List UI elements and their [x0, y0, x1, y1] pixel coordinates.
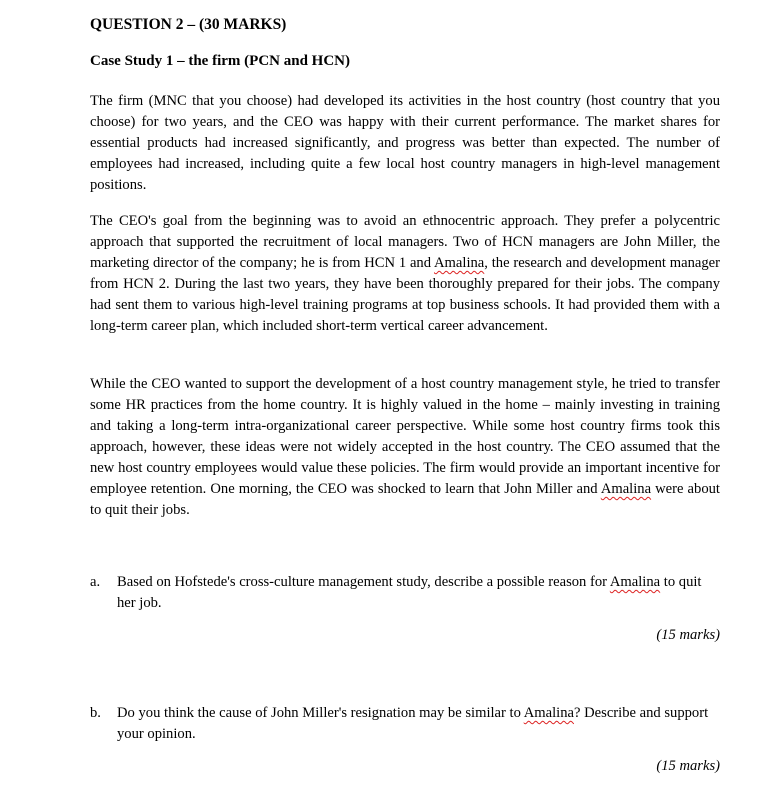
spellcheck-word: Amalina	[434, 255, 485, 271]
paragraph-2-text-b: , the research and development manager from HCN 2. During the last two years, they have been thoroughly prepared for their jobs. The company had sent them to various high-level training programs at top business schools. It had provided them with a long-term career plan, which included short-term vertical career advancement.	[90, 255, 720, 334]
paragraph-2-text-a: The CEO's goal from the beginning was to avoid an ethnocentric approach. They prefer a polycentric approach that supported the recruitment of local managers. Two of HCN managers are John Miller, the marketing director of the company; he is from HCN 1 and	[90, 213, 720, 271]
paragraph-2	[90, 211, 720, 337]
question-text-b: ? Describe and support your opinion.	[117, 705, 709, 742]
question-title: QUESTION 2 – (30 MARKS)	[90, 16, 287, 33]
question-text-a: Do you think the cause of John Miller's resignation may be similar to	[117, 705, 524, 721]
question-text-b: to quit her job.	[117, 574, 702, 611]
case-study-title: Case Study 1 – the firm (PCN and HCN)	[90, 53, 350, 69]
question-text	[117, 703, 720, 745]
paragraph-1-text: The firm (MNC that you choose) had developed its activities in the host country (host country that you choose) for two years, and the CEO was happy with their current performance. The market shares for essential products had increased significantly, and progress was better than expected. The number of employees had increased, including quite a few local host country managers in high-level management positions.	[90, 93, 720, 193]
paragraph-3	[90, 374, 720, 521]
marks-a: (15 marks)	[656, 627, 720, 643]
paragraph-1	[90, 91, 720, 196]
question-text	[117, 572, 720, 614]
question-b	[90, 703, 720, 745]
spellcheck-word: Amalina	[600, 481, 652, 497]
paragraph-3-text-a: While the CEO wanted to support the development of a host country management style, he tried to transfer some HR practices from the home country. It is highly valued in the home – mainly investing in training and taking a long-term intra-organizational career perspective. While some host country firms took this approach, however, these ideas were not widely accepted in the host country. The CEO assumed that the new host country employees would value these policies. The firm would provide an important incentive for employee retention. One morning, the CEO was shocked to learn that John Miller and	[90, 376, 720, 497]
question-a	[90, 572, 720, 614]
paragraph-3-text-b: were about to quit their jobs.	[90, 481, 720, 518]
question-letter: a.	[90, 574, 101, 590]
question-letter: b.	[90, 705, 101, 721]
spellcheck-word: Amalina	[609, 574, 661, 590]
spellcheck-word: Amalina	[523, 705, 574, 721]
question-text-a: Based on Hofstede's cross-culture management study, describe a possible reason for	[117, 574, 610, 590]
marks-b: (15 marks)	[656, 758, 720, 774]
